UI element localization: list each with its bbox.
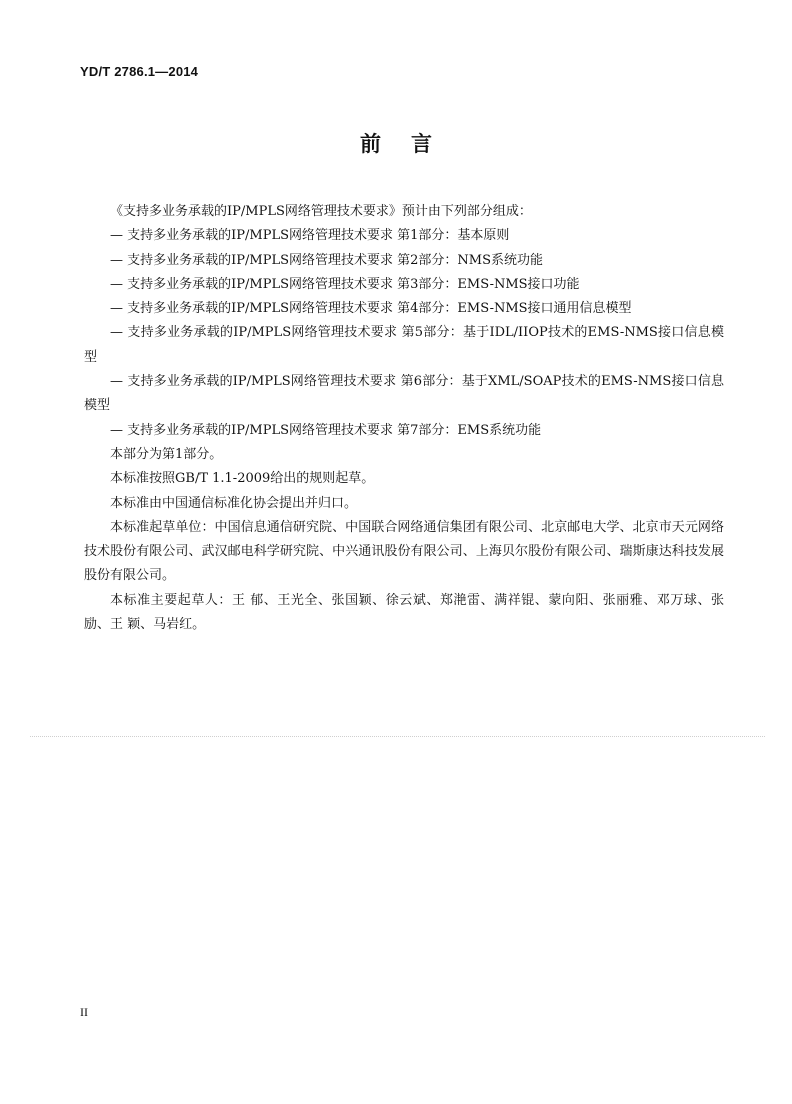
drafting-units-paragraph: 本标准起草单位：中国信息通信研究院、中国联合网络通信集团有限公司、北京邮电大学、北京市天元网络技术股份有限公司、武汉邮电科学研究院、中兴通讯股份有限公司、上海贝尔股份有限公司、瑞斯康达科技发展股份有限公司。 [84,519,724,584]
page-title: 前言 [360,132,462,156]
part-6-item: — 支持多业务承载的IP/MPLS网络管理技术要求 第6部分：基于XML/SOAP技术的EMS-NMS接口信息模型 [84,374,724,414]
part-2-item: — 支持多业务承载的IP/MPLS网络管理技术要求 第2部分：NMS系统功能 [110,252,543,268]
part-4-item: — 支持多业务承载的IP/MPLS网络管理技术要求 第4部分：EMS-NMS接口通用信息模型 [110,301,632,317]
part-1-item: — 支持多业务承载的IP/MPLS网络管理技术要求 第1部分：基本原则 [110,228,510,244]
preface-body [84,200,724,637]
scan-divider [30,736,765,737]
page-number: II [80,1005,88,1019]
part-7-item: — 支持多业务承载的IP/MPLS网络管理技术要求 第7部分：EMS系统功能 [110,422,542,438]
standard-number: YD/T 2786.1—2014 [80,64,199,79]
drafting-rules-statement: 本标准按照GB/T 1.1-2009给出的规则起草。 [110,471,375,487]
intro-paragraph: 《支持多业务承载的IP/MPLS网络管理技术要求》预计由下列部分组成： [110,204,532,219]
proposer-statement: 本标准由中国通信标准化协会提出并归口。 [110,495,358,511]
part-5-item: — 支持多业务承载的IP/MPLS网络管理技术要求 第5部分：基于IDL/IIOP技术的EMS-NMS接口信息模型 [84,325,724,365]
this-part-statement: 本部分为第1部分。 [110,446,223,462]
part-3-item: — 支持多业务承载的IP/MPLS网络管理技术要求 第3部分：EMS-NMS接口功能 [110,276,580,292]
drafters-paragraph: 本标准主要起草人：王 郁、王光全、张国颖、徐云斌、郑滟雷、满祥锟、蒙向阳、张丽雅、邓万球、张 励、王 颖、马岩红。 [84,592,724,633]
